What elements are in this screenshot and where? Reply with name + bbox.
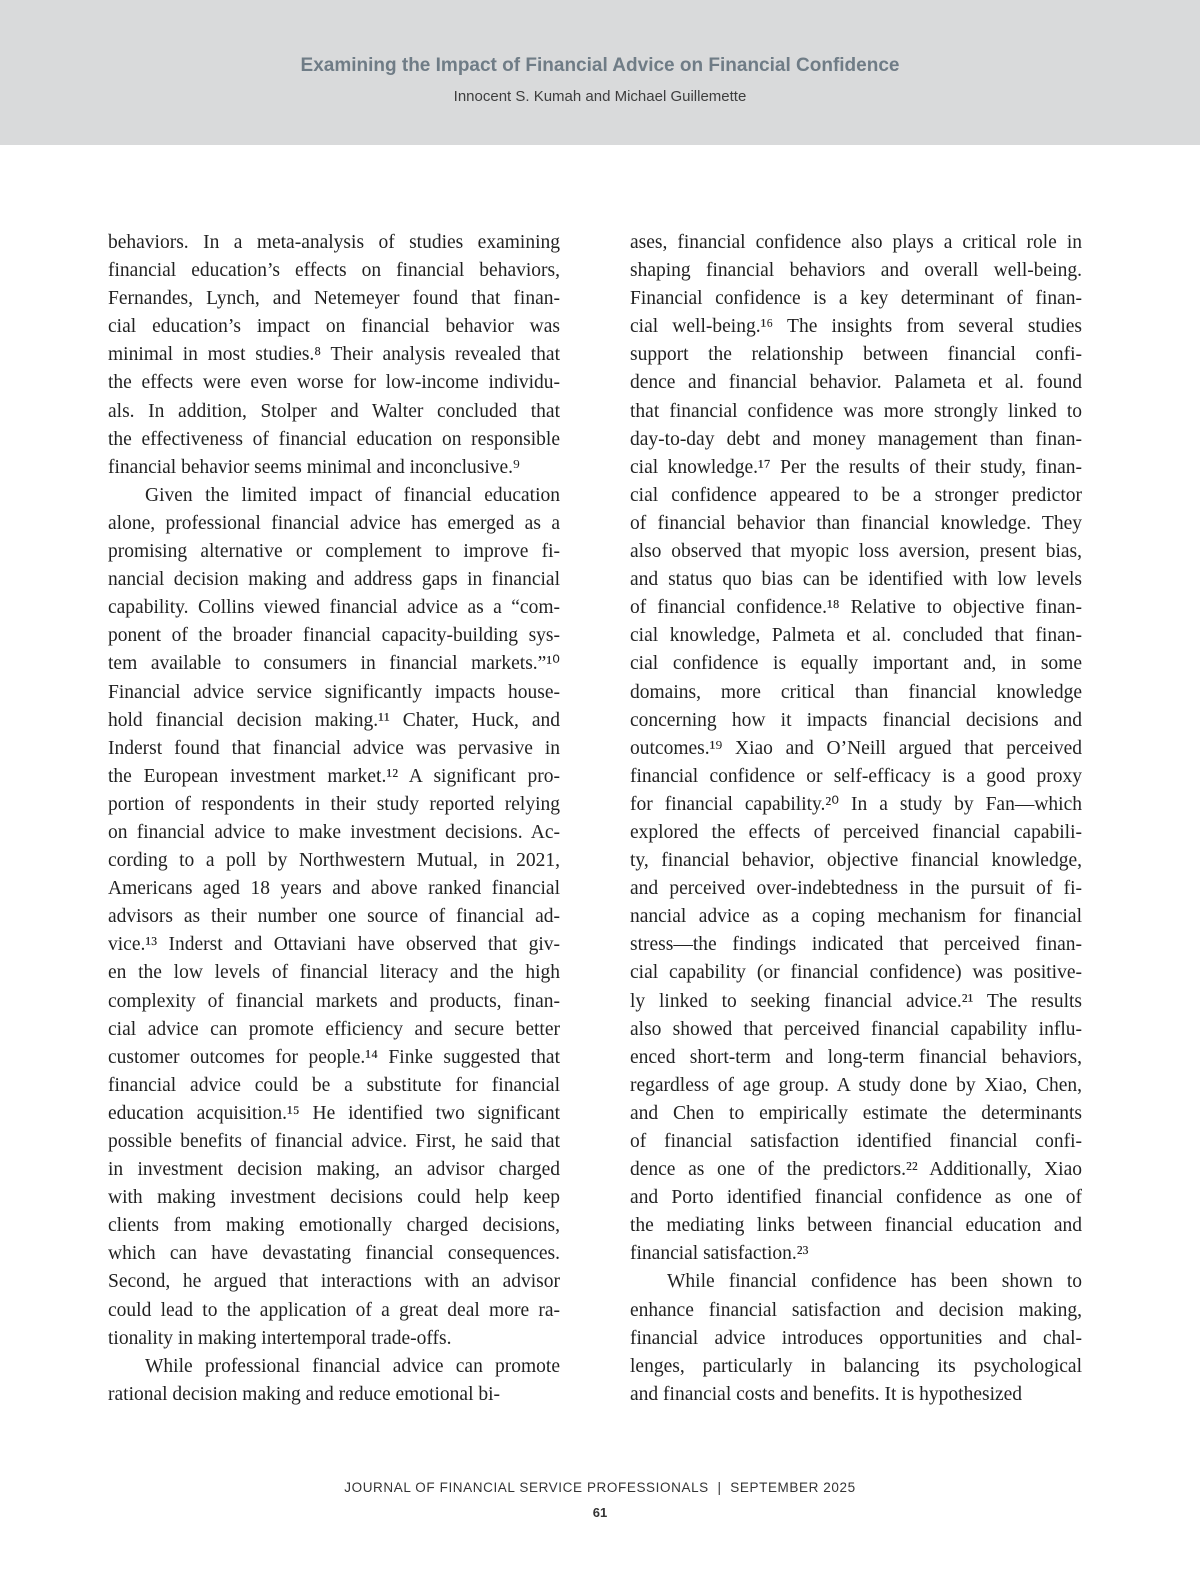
text-line: day-to-day debt and money management than finan-: [630, 428, 1082, 450]
text-line: Inderst found that financial advice was pervasive in: [108, 737, 560, 759]
text-line: and Porto identified financial confidence as one of: [630, 1187, 1082, 1209]
text-line: cording to a poll by Northwestern Mutual, in 2021,: [108, 850, 560, 872]
text-line: that financial confidence was more strongly linked to: [630, 400, 1082, 422]
text-line: also observed that myopic loss aversion, present bias,: [630, 541, 1082, 563]
text-line: the effectiveness of financial education on responsible: [108, 428, 560, 450]
text-line: possible benefits of financial advice. First, he said that: [108, 1131, 560, 1152]
text-line: als. In addition, Stolper and Walter concluded that: [108, 400, 560, 422]
text-line: dence and financial behavior. Palameta et al. found: [630, 372, 1082, 394]
text-line: and perceived over-indebtedness in the pursuit of fi-: [630, 878, 1082, 900]
left-column: [108, 229, 560, 1409]
text-line: ly linked to seeking financial advice.²¹ The results: [630, 990, 1082, 1012]
text-line: financial satisfaction.²³: [630, 1243, 809, 1265]
text-line: tionality in making intertemporal trade-offs.: [108, 1327, 452, 1349]
text-line: for financial capability.²⁰ In a study by Fan—which: [630, 793, 1082, 815]
text-line: of financial confidence.¹⁸ Relative to objective finan-: [630, 597, 1082, 619]
text-line: explored the effects of perceived financial capabili-: [630, 821, 1082, 843]
article-title: Examining the Impact of Financial Advice on Financial Confidence: [300, 55, 900, 76]
text-line: alone, professional financial advice has emerged as a: [108, 512, 560, 534]
text-line: education acquisition.¹⁵ He identified two significant: [108, 1102, 560, 1124]
text-line: could lead to the application of a great deal more ra-: [108, 1299, 560, 1321]
text-line: domains, more critical than financial knowledge: [630, 681, 1082, 703]
text-line: financial advice introduces opportunities and chal-: [630, 1327, 1082, 1349]
text-line: on financial advice to make investment decisions. Ac-: [108, 821, 560, 843]
text-line: cial capability (or financial confidence) was positive-: [630, 962, 1082, 984]
text-line: enhance financial satisfaction and decision making,: [630, 1299, 1082, 1321]
text-line: financial confidence or self-efficacy is a good proxy: [630, 765, 1082, 787]
text-line: cial confidence is equally important and, in some: [630, 653, 1082, 675]
text-line: and Chen to empirically estimate the determinants: [630, 1102, 1082, 1124]
text-line: behaviors. In a meta-analysis of studies examining: [108, 232, 560, 253]
text-line: advisors as their number one source of financial ad-: [108, 906, 560, 928]
right-column: [630, 229, 1082, 1409]
text-line: shaping financial behaviors and overall well-being.: [630, 260, 1082, 282]
text-line: concerning how it impacts financial decisions and: [630, 709, 1082, 731]
footer-journal: JOURNAL OF FINANCIAL SERVICE PROFESSIONALS | SEPTEMBER 2025: [344, 1480, 856, 1495]
text-line: financial education’s effects on financial behaviors,: [108, 260, 560, 282]
text-line: lenges, particularly in balancing its psychological: [630, 1355, 1082, 1377]
text-line: cial education’s impact on financial behavior was: [108, 316, 560, 338]
text-line: nancial decision making and address gaps in financial: [108, 569, 560, 591]
text-line: and status quo bias can be identified with low levels: [630, 569, 1082, 591]
text-line: which can have devastating financial consequences.: [108, 1243, 560, 1265]
page-number: 61: [592, 1505, 608, 1520]
text-line: ases, financial confidence also plays a critical role in: [630, 232, 1082, 253]
text-line: complexity of financial markets and products, finan-: [108, 990, 560, 1012]
text-line: rational decision making and reduce emotional bi-: [108, 1383, 501, 1405]
text-line: the effects were even worse for low-income individu-: [108, 372, 560, 394]
text-line: capability. Collins viewed financial advice as a “com-: [108, 597, 560, 619]
text-line: the European investment market.¹² A significant pro-: [108, 765, 560, 787]
text-line: Fernandes, Lynch, and Netemeyer found that finan-: [108, 288, 560, 310]
text-line: clients from making emotionally charged decisions,: [108, 1215, 560, 1237]
text-line: vice.¹³ Inderst and Ottaviani have observed that giv-: [108, 934, 560, 956]
article-authors: Innocent S. Kumah and Michael Guillemette: [453, 88, 747, 105]
text-line: with making investment decisions could help keep: [108, 1187, 560, 1209]
text-line: support the relationship between financial confi-: [630, 344, 1082, 366]
text-line: enced short-term and long-term financial behaviors,: [630, 1046, 1082, 1068]
text-line: cial knowledge.¹⁷ Per the results of their study, finan-: [630, 456, 1082, 478]
text-line: in investment decision making, an advisor charged: [108, 1159, 560, 1181]
text-line: regardless of age group. A study done by Xiao, Chen,: [630, 1074, 1082, 1096]
text-line: ponent of the broader financial capacity-building sys-: [108, 625, 560, 647]
text-line: en the low levels of financial literacy and the high: [108, 962, 560, 984]
text-line: portion of respondents in their study reported relying: [108, 793, 560, 815]
text-line: dence as one of the predictors.²² Additionally, Xiao: [630, 1159, 1082, 1181]
text-line: stress—the findings indicated that perceived finan-: [630, 934, 1082, 956]
text-line: ty, financial behavior, objective financial knowledge,: [630, 850, 1082, 872]
text-line: customer outcomes for people.¹⁴ Finke suggested that: [108, 1046, 560, 1068]
text-line: financial advice could be a substitute for financial: [108, 1074, 560, 1096]
text-line: Given the limited impact of financial education: [145, 484, 560, 506]
text-line: of financial satisfaction identified financial confi-: [630, 1131, 1082, 1152]
running-header: [0, 0, 1200, 145]
text-line: tem available to consumers in financial markets.”¹⁰: [108, 653, 560, 675]
text-line: Financial advice service significantly impacts house-: [108, 681, 560, 703]
text-line: outcomes.¹⁹ Xiao and O’Neill argued that perceived: [630, 737, 1082, 759]
text-line: Financial confidence is a key determinant of finan-: [630, 288, 1082, 310]
text-line: the mediating links between financial education and: [630, 1215, 1082, 1237]
text-line: While professional financial advice can promote: [145, 1355, 560, 1377]
text-line: hold financial decision making.¹¹ Chater, Huck, and: [108, 709, 560, 731]
text-line: Second, he argued that interactions with an advisor: [108, 1271, 560, 1293]
text-line: promising alternative or complement to improve fi-: [108, 541, 560, 563]
text-line: and financial costs and benefits. It is hypothesized: [630, 1383, 1023, 1405]
text-line: cial well-being.¹⁶ The insights from several studies: [630, 316, 1082, 338]
text-line: financial behavior seems minimal and inconclusive.⁹: [108, 456, 520, 478]
text-line: nancial advice as a coping mechanism for financial: [630, 906, 1082, 928]
text-line: cial confidence appeared to be a stronger predictor: [630, 484, 1082, 506]
text-line: cial knowledge, Palmeta et al. concluded that finan-: [630, 625, 1082, 647]
text-line: Americans aged 18 years and above ranked financial: [108, 878, 560, 900]
text-line: minimal in most studies.⁸ Their analysis revealed that: [108, 344, 560, 366]
text-line: of financial behavior than financial knowledge. They: [630, 512, 1082, 534]
text-line: While financial confidence has been shown to: [667, 1271, 1082, 1293]
text-line: also showed that perceived financial capability influ-: [630, 1018, 1082, 1040]
text-line: cial advice can promote efficiency and secure better: [108, 1018, 560, 1040]
